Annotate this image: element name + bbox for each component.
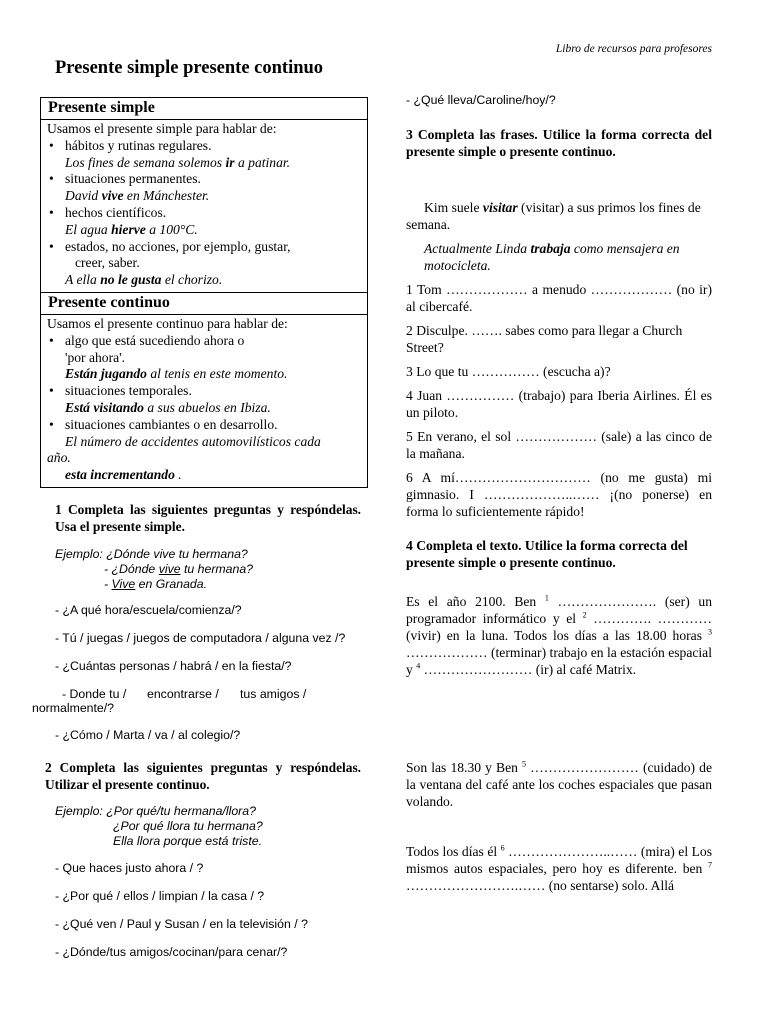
continuous-heading: Presente continuo <box>41 292 367 315</box>
exercise2-example: Ejemplo: ¿Por qué/tu hermana/llora? ¿Por qué llora tu hermana? Ella llora porque está triste. <box>55 804 263 848</box>
simple-heading: Presente simple <box>41 98 367 120</box>
exercise1-heading: 1 Completa las siguientes preguntas y respóndelas. Usa el presente simple. <box>55 502 361 534</box>
continuous-example-3b: esta incrementando . <box>65 467 182 483</box>
exercise3-item-3: 3 Lo que tu …………… (escucha a)? <box>406 364 611 379</box>
exercise2-question-2: - ¿Por qué / ellos / limpian / la casa / ? <box>55 889 265 903</box>
continuous-bullet-3: • situaciones cambiantes o en desarrollo. <box>47 417 361 434</box>
exercise1-question-4b: encontrarse / <box>147 687 219 701</box>
exercise3-heading: 3 Completa las frases. Utilice la forma correcta del presente simple o presente continuo. <box>406 127 712 159</box>
exercise1-question-4d: normalmente/? <box>32 701 115 715</box>
exercise4-paragraph-1: Es el año 2100. Ben $^1$ …………………. (ser) un programador informático y el $^2$ …………. ………… (vivir) en la luna. Todos los días a las 18.00 horas $^3$ ……………… (terminar) trabajo en la estación espacial y $^4$ …………………… (ir) al café Matrix. <box>406 593 712 677</box>
simple-bullet-4-cont: creer, saber. <box>75 255 140 271</box>
exercise2-question-3: - ¿Qué ven / Paul y Susan / en la televisión / ? <box>55 917 308 931</box>
exercise2-heading: 2 Completa las siguientes preguntas y respóndelas. Utilizar el presente continuo. <box>45 760 361 792</box>
simple-example-2: David vive en Mánchester. <box>65 188 210 204</box>
simple-body <box>41 120 367 292</box>
exercise3-item-1: 1 Tom ……………… a menudo ……………… (no ir) al cibercafé. <box>406 282 712 314</box>
simple-example-4: A ella no le gusta el chorizo. <box>65 272 223 288</box>
continuous-bullet-1: • algo que está sucediendo ahora o <box>47 333 361 350</box>
continuous-body <box>41 315 367 487</box>
exercise3-example-1: Kim suele visitar (visitar) a sus primos los fines de semana. <box>406 200 701 232</box>
continuous-bullet-2: • situaciones temporales. <box>47 383 361 400</box>
continuous-example-3-cont: año. <box>47 450 71 466</box>
book-header: Libro de recursos para profesores <box>555 43 712 55</box>
exercise1-question-4a: - Donde tu / <box>62 687 127 701</box>
exercise2-question-4: - ¿Dónde/tus amigos/cocinan/para cenar/? <box>55 945 288 959</box>
simple-intro: Usamos el presente simple para hablar de: <box>47 121 277 136</box>
exercise3-example-2: Actualmente Linda trabaja como mensajera en motocicleta. <box>424 241 680 273</box>
exercise1-question-5: - ¿Cómo / Marta / va / al colegio/? <box>55 728 241 742</box>
exercise2-question-5: - ¿Qué lleva/Caroline/hoy/? <box>406 93 556 107</box>
continuous-example-3: El número de accidentes automovilísticos cada <box>65 433 321 449</box>
exercise3-item-4: 4 Juan …………… (trabajo) para Iberia Airlines. Él es un piloto. <box>406 388 712 420</box>
continuous-example-1: Están jugando al tenis en este momento. <box>65 366 288 382</box>
exercise1-question-4c: tus amigos / <box>240 687 307 701</box>
simple-bullet-1: • hábitos y rutinas regulares. <box>47 138 361 155</box>
continuous-example-2: Está visitando a sus abuelos en Ibiza. <box>65 399 271 415</box>
exercise4-heading: 4 Completa el texto. Utilice la forma correcta del presente simple o presente continuo. <box>406 538 688 570</box>
exercise1-question-1: - ¿A qué hora/escuela/comienza/? <box>55 603 242 617</box>
exercise1-question-2: - Tú / juegas / juegos de computadora / alguna vez /? <box>55 631 346 645</box>
simple-example-3: El agua hierve a 100°C. <box>65 221 198 237</box>
exercise4-paragraph-3: Todos los días él $^6$ …………………..…… (mira) el Los mismos autos espaciales, pero hoy es diferente. ben $^7$ …………………….…… (no sentarse) solo. Allá <box>406 843 713 893</box>
grammar-box <box>40 97 368 488</box>
simple-bullet-4: • estados, no acciones, por ejemplo, gustar, <box>47 239 361 256</box>
simple-example-1: Los fines de semana solemos ir a patinar. <box>65 154 291 170</box>
simple-bullet-3: • hechos científicos. <box>47 205 361 222</box>
exercise3-item-2: 2 Disculpe. ……. sabes como para llegar a Church Street? <box>406 323 683 355</box>
exercise2-question-1: - Que haces justo ahora / ? <box>55 861 204 875</box>
exercise4-paragraph-2: Son las 18.30 y Ben $^5$ …………………… (cuidado) de la ventana del café ante los coches espaciales que pasan volando. <box>406 759 712 809</box>
exercise1-example: Ejemplo: ¿Dónde vive tu hermana? - ¿Dónde vive tu hermana? - Vive en Granada. <box>55 547 254 591</box>
page-title: Presente simple presente continuo <box>55 58 324 78</box>
exercise1-question-3: - ¿Cuántas personas / habrá / en la fiesta/? <box>55 659 292 673</box>
exercise3-item-6: 6 A mí………………………… (no me gusta) mi gimnasio. I ………………..…… ¡(no ponerse) en forma lo suficientemente rápido! <box>406 470 712 519</box>
exercise3-item-5: 5 En verano, el sol ……………… (sale) a las cinco de la mañana. <box>406 429 712 461</box>
simple-bullet-2: • situaciones permanentes. <box>47 171 361 188</box>
continuous-intro: Usamos el presente continuo para hablar de: <box>47 315 288 331</box>
continuous-bullet-1-cont: 'por ahora'. <box>65 349 126 365</box>
